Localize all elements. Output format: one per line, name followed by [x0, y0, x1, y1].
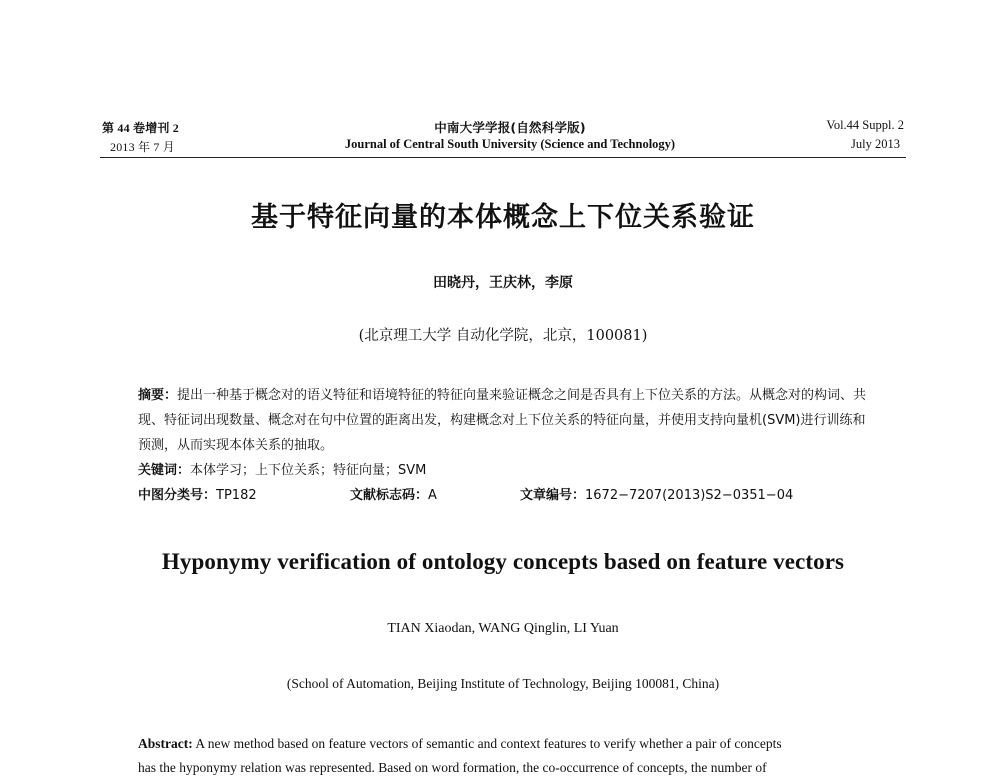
- keywords-cn-label: 关键词：: [138, 463, 191, 478]
- article-number: [520, 483, 793, 508]
- clc-value: TP182: [216, 488, 257, 503]
- article-number-label: 文章编号：: [520, 488, 586, 503]
- abstract-en-label: Abstract:: [138, 736, 193, 751]
- header-vol-suppl: Vol.44 Suppl. 2: [826, 118, 904, 132]
- abstract-cn-text: 提出一种基于概念对的语义特征和语境特征的特征向量来验证概念之间是否具有上下位关系的方法。从概念对的构词、共现、特征词出现数量、概念对在句中位置的距离出发，构建概念对上下位关系的特征向量，并使用支持向量机(SVM)进行训练和预测，从而实现本体关系的抽取。: [138, 388, 867, 453]
- header-journal-en: Journal of Central South University (Science and Technology): [344, 137, 676, 151]
- article-number-value: 1672−7207(2013)S2−0351−04: [585, 488, 794, 503]
- clc: [138, 483, 257, 508]
- keywords-cn: [138, 458, 878, 483]
- header-month-year: July 2013: [851, 137, 900, 151]
- clc-label: 中图分类号：: [138, 488, 217, 503]
- paper-title-en: Hyponymy verification of ontology concepts based on feature vectors: [161, 549, 845, 574]
- doc-code: [350, 483, 437, 508]
- keywords-cn-text: 本体学习；上下位关系；特征向量；SVM: [190, 463, 427, 478]
- affiliation-en: (School of Automation, Beijing Institute of Technology, Beijing 100081, China): [286, 676, 720, 691]
- header-journal-cn: 中南大学学报(自然科学版): [434, 120, 586, 135]
- authors-cn: 田晓丹，王庆林，李原: [433, 275, 573, 291]
- doc-code-label: 文献标志码：: [350, 488, 429, 503]
- abstract-en-line2: has the hyponymy relation was represented. Based on word formation, the co-occurrence of concepts, the number of: [138, 760, 767, 775]
- abstract-en-text-1: A new method based on feature vectors of semantic and context features to verify whether a pair of concepts: [195, 736, 782, 751]
- doc-code-value: A: [428, 488, 437, 503]
- abstract-en-line1: [138, 731, 876, 756]
- header-rule: [100, 157, 906, 158]
- paper-title-cn: 基于特征向量的本体概念上下位关系验证: [251, 202, 755, 233]
- authors-en: TIAN Xiaodan, WANG Qinglin, LI Yuan: [387, 621, 619, 636]
- header-date: 2013 年 7 月: [110, 140, 176, 154]
- affiliation-cn: (北京理工大学 自动化学院，北京，100081): [358, 328, 648, 344]
- abstract-cn: [138, 383, 878, 458]
- header-volume: 第 44 卷增刊 2: [102, 121, 180, 135]
- abstract-cn-label: 摘要：: [138, 388, 178, 403]
